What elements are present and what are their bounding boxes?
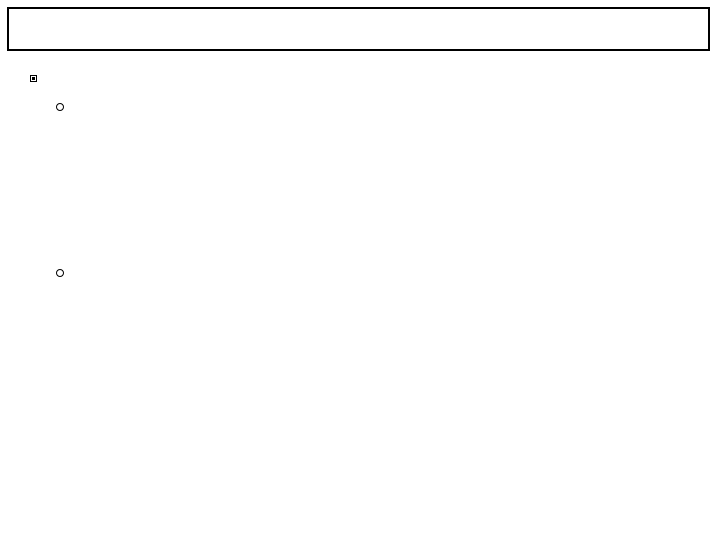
square-bullet-icon xyxy=(30,75,37,82)
circle-bullet-icon xyxy=(56,269,64,277)
title-box xyxy=(7,7,710,51)
circle-bullet-icon xyxy=(56,103,64,111)
